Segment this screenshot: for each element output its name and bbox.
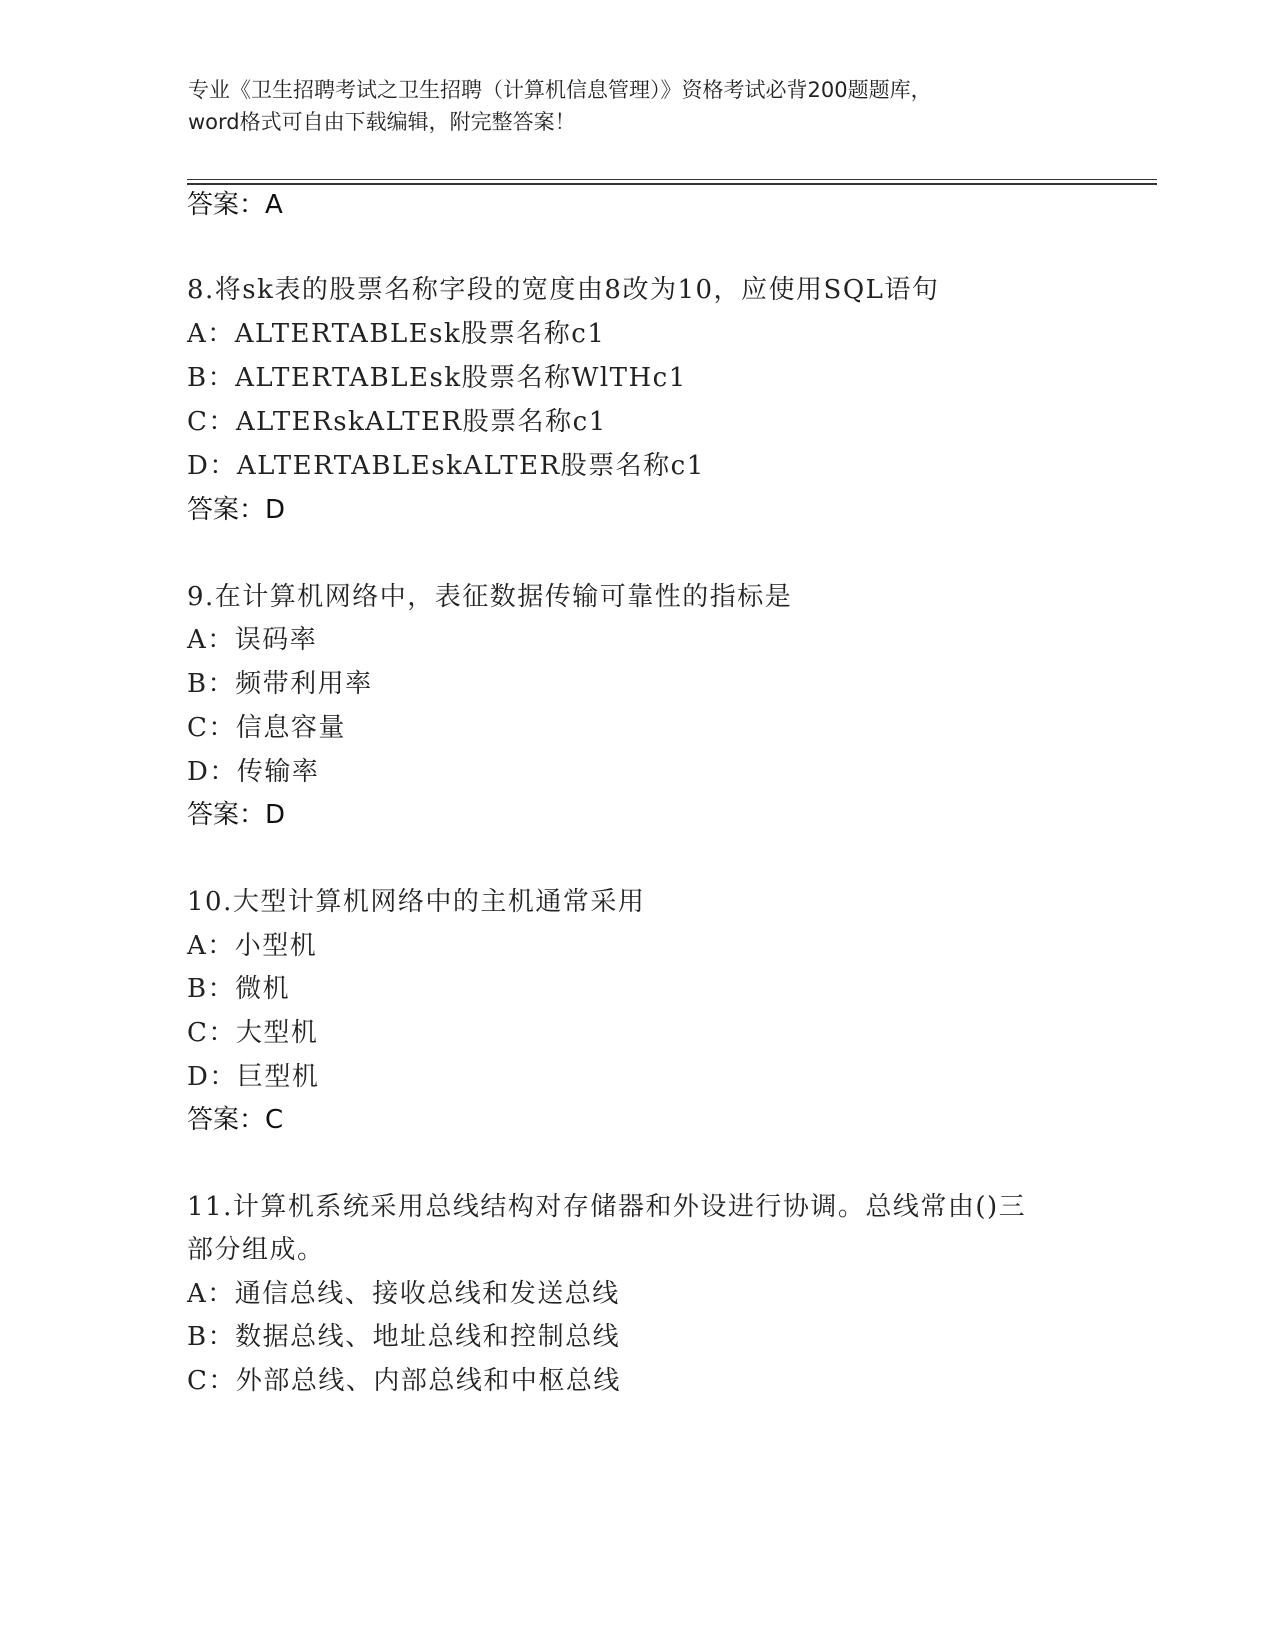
option-c: C：信息容量 bbox=[187, 713, 346, 743]
header-line-2: word格式可自由下载编辑，附完整答案！ bbox=[188, 110, 576, 134]
question-stem: 10.大型计算机网络中的主机通常采用 bbox=[187, 887, 646, 917]
option-d: D：巨型机 bbox=[187, 1062, 320, 1092]
option-a: A：通信总线、接收总线和发送总线 bbox=[187, 1279, 620, 1309]
option-c: C：ALTERskALTER股票名称c1 bbox=[187, 407, 607, 437]
answer-label: 答案：D bbox=[187, 800, 286, 830]
answer-label: 答案：C bbox=[187, 1105, 284, 1135]
option-b: B：微机 bbox=[187, 974, 291, 1004]
option-a: A：误码率 bbox=[187, 625, 318, 655]
question-stem: 8.将sk表的股票名称字段的宽度由8改为10，应使用SQL语句 bbox=[187, 275, 940, 305]
header-line-1: 专业《卫生招聘考试之卫生招聘（计算机信息管理）》资格考试必背200题题库， bbox=[188, 78, 932, 102]
option-b: B：频带利用率 bbox=[187, 669, 373, 699]
question-stem: 11.计算机系统采用总线结构对存储器和外设进行协调。总线常由()三 bbox=[187, 1192, 1027, 1222]
question-stem-continued: 部分组成。 bbox=[187, 1235, 325, 1265]
option-c: C：大型机 bbox=[187, 1018, 319, 1048]
option-a: A：ALTERTABLEsk股票名称c1 bbox=[187, 319, 606, 349]
option-d: D：传输率 bbox=[187, 757, 320, 787]
header-divider-thin bbox=[187, 179, 1157, 180]
header-divider-thick bbox=[187, 183, 1157, 185]
option-c: C：外部总线、内部总线和中枢总线 bbox=[187, 1366, 621, 1396]
answer-label: 答案：D bbox=[187, 495, 286, 525]
option-a: A：小型机 bbox=[187, 931, 318, 961]
option-b: B：ALTERTABLEsk股票名称WlTHc1 bbox=[187, 363, 687, 393]
option-d: D：ALTERTABLEskALTER股票名称c1 bbox=[187, 451, 705, 481]
question-stem: 9.在计算机网络中，表征数据传输可靠性的指标是 bbox=[187, 582, 793, 612]
option-b: B：数据总线、地址总线和控制总线 bbox=[187, 1322, 621, 1352]
answer-label: 答案：A bbox=[187, 190, 283, 220]
document-header bbox=[188, 74, 1088, 138]
